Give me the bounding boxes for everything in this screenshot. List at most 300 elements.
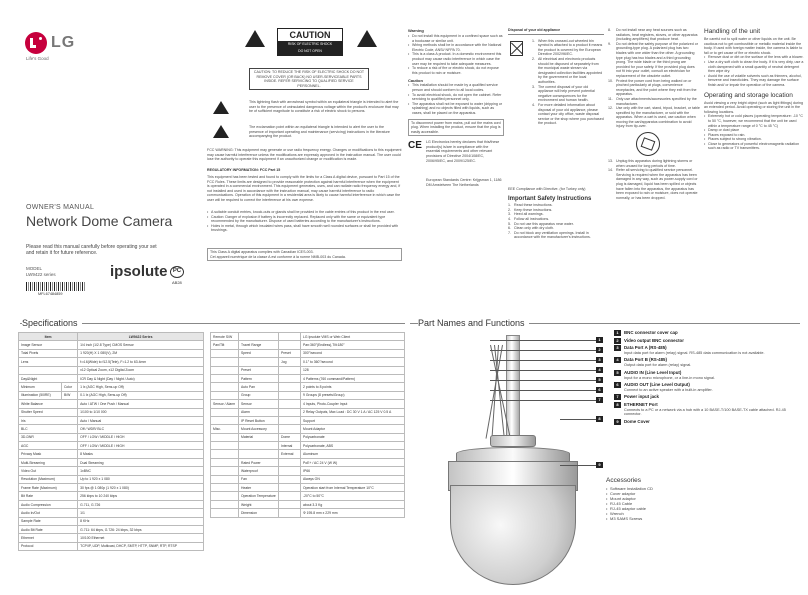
camera-illustration [420, 335, 610, 590]
spec-sublabel [279, 383, 301, 391]
part-number-badge: 5 [614, 370, 621, 376]
spec-label: Mount Accessory [239, 425, 279, 433]
part-name: Data Port A (RS-485) [624, 345, 667, 350]
safety-item: 3. Heed all warnings. [508, 212, 544, 217]
spec-value: 0.1 lx (AGC High, Sens-up Off) [78, 391, 204, 399]
spec-sublabel: Preset [279, 349, 301, 357]
warning-title: Warning [408, 28, 424, 33]
accessories-list [606, 486, 796, 521]
spec-label: Sensor [239, 400, 279, 408]
spec-label: Travel Range [239, 341, 279, 349]
spec-label: Shutter Speed [19, 408, 78, 416]
mount-collar [490, 435, 536, 447]
spec-row [19, 525, 204, 533]
spec-label [239, 450, 279, 458]
spec-row [19, 509, 204, 517]
spec-value: Operation start from Internal Temperature 10°C [301, 484, 405, 492]
spec-group: Misc. [211, 425, 239, 433]
spec-label: Sample Rate [19, 517, 78, 525]
spec-label: Ethernet [19, 534, 78, 542]
spec-value: Polycarbonate, ABS [301, 442, 405, 450]
spec-group: Remote S/W [211, 333, 239, 341]
spec-row [211, 467, 405, 475]
operating-title: Operating and storage location [704, 91, 793, 99]
spec-group [211, 349, 239, 357]
disposal-item: 2. All electrical and electronic products should be disposed of separately from the municipal waste stream via designated collection facilities appointed by the government or the local authorities. [532, 56, 603, 84]
spec-group [211, 408, 239, 416]
spec-label: Image Sensor [19, 341, 78, 349]
spec-row [19, 458, 204, 466]
disposal-item: 4. For more detailed information about disposal of your old appliance, please contact your city office, waste disposal service or the shop where you purchased the product. [532, 102, 604, 126]
handling-intro: Be careful not to spill water or other liquids on the unit. Be cautious not to get combustible or metallic material inside the body. If used with foreign matter inside, the camera is liable to fail or to get cause of fire or electric shock. [704, 37, 803, 55]
spec-label [239, 333, 279, 341]
spec-label: Resolution (Maximum) [19, 475, 78, 483]
spec-row [19, 374, 204, 382]
fcc-bullet: • A suitable conduit entries, knock-outs or glands shall be provided in the cable entries of this product in the end user. [207, 210, 402, 215]
warning-item: • Wiring methods shall be in accordance with the National Electric Code, ANSI/ NFPA 70. [408, 43, 504, 52]
part-number-badge: 2 [614, 338, 621, 344]
part-number-badge: 6 [614, 382, 621, 388]
spec-row [211, 366, 405, 374]
spec-value: ICR Day & Night (Day / Night / Auto) [78, 374, 204, 382]
spec-label: Lens [19, 358, 78, 366]
spec-value: 8 KHz [78, 517, 204, 525]
disposal-item: 3. The correct disposal of your old appliance will help prevent potential negative consequences for the environment and human health. [532, 84, 595, 103]
spec-value: Pan:360°(Endless),Tilt:180° [301, 341, 405, 349]
disposal-item: 1. When this crossed-out wheeled bin symbol is attached to a product it means the product is covered by the European Directive 2002/96/EC. [532, 38, 603, 57]
safety-item: 7. Do not block any ventilation openings. Install in accordance with the manufacturer's instructions. [508, 230, 591, 240]
spec-value: OFF / LOW / MIDDLE / HIGH [78, 442, 204, 450]
spec-value: 128 [301, 366, 405, 374]
spec-sublabel [279, 333, 301, 341]
spec-value: 8 Masks [78, 450, 204, 458]
spec-value: LG Ipsolute VMS or Web Client [301, 333, 405, 341]
spec-row [211, 425, 405, 433]
brand-tagline: Life's Good [26, 56, 49, 61]
spec-label [239, 442, 279, 450]
spec-row [211, 475, 405, 483]
spec-value: x12 Optical Zoom, x12 Digital Zoom [78, 366, 204, 374]
fcc-body: This equipment has been tested and found to comply with the limits for a Class A digital device, pursuant to Part 15 of the FCC Rules. These limits are designed to provide reasonable protection against harmful interference when the equipment is operated in a commercial environment. This equipment generates, uses, and can radiate radio frequency energy and, if not installed and used in accordance with the instruction manual, may cause harmful interference to radio communications. Operation of this equipment in a residential area is likely to cause harmful interference in which case the user will be required to correct the interference at his own expense. [207, 175, 401, 202]
part-name: Data Port B (RS-485) [624, 357, 667, 363]
spec-row [211, 442, 405, 450]
spec-value: about 3.3 Kg [301, 500, 405, 508]
spec-row [211, 416, 405, 424]
handling-item: • Avoid the use of volatile solvents such as thinners, alcohol, benzene and insecticides. They may damage the surface finish and/ or impair the operation of the camera. [704, 74, 804, 88]
caution-item: • To avoid electrical shock, do not open the cabinet. Refer servicing to qualified personnel only. [408, 93, 504, 102]
cable-bundle [480, 345, 510, 445]
spec-sublabel: Color [61, 383, 77, 391]
spec-value: 4 Inputs, Photo-Coupler Input [301, 400, 405, 408]
safety-item: 11. Only use attachments/accessories specified by the manufacturer. [608, 96, 697, 106]
spec-label: Operation Temperature [239, 492, 279, 500]
spec-group [211, 366, 239, 374]
spec-value: 30 fps @ 1 080p (1 920 x 1 080) [78, 484, 204, 492]
spec-label: IP Reset Button [239, 416, 279, 424]
spec-label: Minimum [19, 383, 62, 391]
fcc-bullets [207, 210, 402, 233]
accessory-item: • Cover adaptor [606, 491, 796, 496]
spec-sublabel: Jog [279, 358, 301, 366]
spec-group [211, 467, 239, 475]
spec-value: 1 lx (AGC High, Sens-up Off) [78, 383, 204, 391]
callout-badge: 3 [596, 357, 603, 363]
part-number-badge: 1 [614, 330, 621, 336]
spec-row [211, 400, 405, 408]
spec-value: -20°C to 50°C [301, 492, 405, 500]
spec-label: Audio In/Out [19, 509, 78, 517]
spec-value: 300°/second [301, 349, 405, 357]
handling-item: • Remove dust or dirt on the surface of the lens with a blower. [704, 55, 804, 60]
spec-sublabel [279, 374, 301, 382]
spec-table-left [18, 332, 204, 551]
spec-label: Protocol [19, 542, 78, 550]
spec-row [19, 341, 204, 349]
spec-label: BLC [19, 425, 78, 433]
spec-row [19, 425, 204, 433]
spec-value: Support [301, 416, 405, 424]
spec-value: 4 Patterns (760 command/Pattern) [301, 374, 405, 382]
operating-item: • Places subject to strong vibration. [704, 137, 804, 142]
spec-row [19, 442, 204, 450]
operating-item: • Damp or dust place [704, 128, 804, 133]
barcode-icon [26, 282, 86, 291]
spec-label [239, 358, 279, 366]
part-description: Input data port for alarm (relay) signal. RS-485 data communication is not available. [624, 351, 765, 355]
spec-label: Privacy Mask [19, 450, 78, 458]
spec-value: 1/100 to 1/10 000 [78, 408, 204, 416]
dome-cover [450, 485, 576, 585]
caution-title: CAUTION [289, 30, 331, 40]
safety-title: Important Safety Instructions [508, 196, 592, 203]
safety-list-2 [608, 28, 700, 129]
brand-name: LG [51, 34, 76, 51]
part-name: Dome Cover [624, 418, 650, 424]
part-name: ETHERNET Port [624, 401, 658, 407]
safety-continued-column [608, 28, 700, 200]
spec-sublabel [279, 492, 301, 500]
caution-sub1: RISK OF ELECTRIC SHOCK [278, 41, 342, 48]
spec-group [211, 458, 239, 466]
operating-intro: Avoid viewing a very bright object (such as light fittings) during an extended period. Avoid operating or storing the unit in the following locations. [704, 100, 804, 114]
ce-mark-icon: CE [408, 140, 422, 152]
disconnect-box: To disconnect power from mains, pull out the mains cord plug. When installing the product, ensure that the plug is easily accessible. [408, 119, 504, 137]
spec-value: Polycarbonate [301, 433, 405, 441]
spec-label: Video Out [19, 467, 78, 475]
spec-group [211, 509, 239, 517]
spec-label: White Balance [19, 400, 78, 408]
specs-title: Specifications [22, 318, 82, 328]
spec-label: Speed [239, 349, 279, 357]
part-item [614, 330, 800, 336]
spec-label: Multi-Streaming [19, 458, 78, 466]
spec-group [211, 433, 239, 441]
spec-row [211, 484, 405, 492]
safety-item: 12. Use only with the cart, stand, tripod, bracket, or table specified by the manufacturer, or sold with the apparatus. When a cart is used, use caution when moving the cart/apparatus combination to avoid injury from tip-over. [608, 106, 700, 129]
spec-row [211, 374, 405, 382]
spec-header-item: Item [19, 333, 78, 341]
spec-value: IP66 [301, 467, 405, 475]
spec-group: Pan/Tilt [211, 341, 239, 349]
spec-row [19, 366, 204, 374]
manual-label: OWNER'S MANUAL [26, 204, 95, 211]
callout-badge: 8 [596, 416, 603, 422]
intro-text: Please read this manual carefully before operating your set and retain it for future reference. [26, 244, 157, 257]
spec-group [211, 374, 239, 382]
spec-sublabel [279, 366, 301, 374]
spec-row [211, 450, 405, 458]
caution-badge [277, 28, 343, 56]
pc-cert-icon: РС [170, 266, 184, 278]
spec-sublabel: B/W [61, 391, 77, 399]
safety-item: 6. Clean only with dry cloth. [508, 226, 554, 231]
model-label: MODEL [26, 266, 43, 271]
callout-badge: 4 [596, 367, 603, 373]
accessories-block [606, 477, 796, 521]
accessory-item: • Software Installation CD [606, 486, 796, 491]
part-description: Connect to an active speaker with a built-in amplifier. [624, 387, 713, 392]
part-number-badge: 9 [614, 419, 621, 425]
callout-badge: 7 [596, 397, 603, 403]
part-item [614, 370, 800, 381]
parts-title: Part Names and Functions [418, 318, 529, 328]
part-item [614, 338, 800, 344]
spec-row [19, 383, 204, 391]
spec-value: Φ 195.8 mm x 229 mm [301, 509, 405, 517]
spec-value: 1/4 inch (1/2.8 Type) CMOS Sensor [78, 341, 204, 349]
spec-row [211, 349, 405, 357]
spec-group [211, 484, 239, 492]
spec-label: Waterproof [239, 467, 279, 475]
part-item [614, 402, 800, 418]
spec-row [19, 450, 204, 458]
canada-box [207, 248, 402, 261]
spec-value: Dual Streaming [78, 458, 204, 466]
spec-row [19, 492, 204, 500]
spec-row [211, 341, 405, 349]
spec-row [19, 400, 204, 408]
part-item [614, 419, 800, 425]
operating-item: • Close to generators of powerful electromagnetic radiation such as radio or TV transmitters. [704, 142, 804, 151]
callout-badge: 1 [596, 337, 603, 343]
safety-item: 14. Refer all servicing to qualified service personnel. Servicing is required when the apparatus has been damaged in any way, such as power-supply cord or plug is damaged, liquid has been spilled or objects have fallen into the apparatus, the apparatus has been exposed to rain or moisture, does not operate normally, or has been dropped. [608, 168, 698, 200]
spec-value: G.711: 64 kbps, G.726: 24 kbps, 32 kbps [78, 525, 204, 533]
spec-table-right [210, 332, 405, 518]
lightning-icon [213, 101, 229, 114]
spec-sublabel: Dome [279, 433, 301, 441]
spec-sublabel [279, 391, 301, 399]
safety-item: 2. Keep these instructions. [508, 207, 553, 212]
ce-contact: European Standards Centre: Krijgsman 1, 1186 DM Amstelveen The Netherlands [426, 178, 502, 187]
spec-row [211, 333, 405, 341]
spec-value: 1/1 [78, 509, 204, 517]
part-name: BNC connector cover cap [624, 330, 678, 335]
warning-item: • To reduce a risk of fire or electric shock, do not expose this product to rain or moisture. [408, 66, 504, 75]
spec-value: 9 Groups (8 presets/Group) [301, 391, 405, 399]
safety-item: 4. Follow all instructions. [508, 216, 550, 221]
part-item [614, 345, 800, 356]
spec-row [211, 383, 405, 391]
safety-item: 5. Do not use this apparatus near water. [508, 221, 574, 226]
exclamation-icon [213, 125, 229, 138]
spec-label: Audio Bit Rate [19, 525, 78, 533]
spec-value: 2 Relay Outputs, Max Load : DC 30 V 1 A / AC 125 V 0.5 A [301, 408, 405, 416]
spec-label: Group [239, 391, 279, 399]
callout-badge: 6 [596, 387, 603, 393]
ipsolute-logo [110, 263, 168, 280]
spec-sublabel [279, 509, 301, 517]
spec-label: Preset [239, 366, 279, 374]
spec-label: Fan [239, 475, 279, 483]
spec-label: AGC [19, 442, 78, 450]
warning-triangle-icon [245, 30, 265, 47]
spec-group [211, 416, 239, 424]
handling-item: • Use a dry soft cloth to clean the body. If it is very dirty, use a cloth dampened with a small quantity of neutral detergent then wipe dry. [704, 60, 804, 74]
lightning-text: This lightning flash with arrowhead symbol within an equilateral triangle is intended to alert the user to the presence of uninsulated dangerous voltage within the product's enclosure that may be of sufficient magnitude to constitute a risk of electric shock to persons. [249, 100, 399, 114]
spec-group [211, 391, 239, 399]
spec-header-series: LW9422 Series [78, 333, 204, 341]
caution-item: • This installation should be made by a qualified service person and should conform to all local codes. [408, 83, 504, 92]
part-name: AUDIO OUT (Line Level Output) [624, 381, 690, 387]
spec-value: 1xBNC [78, 467, 204, 475]
warning-triangle-icon-right [357, 30, 377, 47]
canada-en: This Class A digital apparatus complies with Canadian ICES-003. [210, 250, 314, 254]
caution-item: • The apparatus shall not be exposed to water (dripping or splashing) and no objects filled with liquids, such as vases, shall be placed on the apparatus. [408, 102, 504, 116]
part-name: AUDIO IN (Line Level Input) [624, 369, 682, 375]
caution-list [408, 83, 504, 115]
safety-item: 8. Do not install near any heat sources such as radiators, heat registers, stoves, or other apparatus (including amplifiers) that produce heat. [608, 28, 698, 42]
spec-row [19, 517, 204, 525]
spec-label [19, 366, 78, 374]
spec-value: PoE+ / AC 24 V (W W) [301, 458, 405, 466]
spec-label: Audio Compression [19, 500, 78, 508]
part-number-badge: 3 [614, 345, 621, 351]
spec-label: Bit Rate [19, 492, 78, 500]
spec-row [211, 408, 405, 416]
spec-value: TCP/IP, UDP, Multicast, DHCP, SMTP, HTTP, SNMP, RTP, RTSP [78, 542, 204, 550]
spec-row [19, 475, 204, 483]
spec-value: Always ON [301, 475, 405, 483]
spec-group [211, 475, 239, 483]
part-number-badge: 4 [614, 357, 621, 363]
spec-value: f=4.6(Wide) to f12.5(Tele), F=1.2 to 63.4mm [78, 358, 204, 366]
spec-value: 1 920(H) X 1 080(V), 2M [78, 349, 204, 357]
operating-list [704, 114, 804, 151]
handling-column [704, 28, 804, 151]
parts-list [614, 330, 800, 426]
spec-sublabel [279, 425, 301, 433]
part-description: Input for a mono microphone, or a line-in mono signal. [624, 375, 715, 380]
spec-group [211, 500, 239, 508]
spec-label: Frame Rate (Maximum) [19, 484, 78, 492]
fcc-heading: REGULATORY INFORMATION: FCC Part 15 [207, 168, 281, 172]
handling-list [704, 55, 804, 87]
fcc-bullet: • Holes in metal, through which insulated wires pass, shall have smooth well rounded surfaces or shall be provided with brushings. [207, 224, 402, 233]
spec-row [19, 542, 204, 550]
caution-sub2: DO NOT OPEN [278, 48, 342, 55]
cert-code: AB28 [172, 280, 182, 285]
caution-box: CAUTION: TO REDUCE THE RISK OF ELECTRIC SHOCK DO NOT REMOVE COVER (OR BACK) NO USER-SERVICEABLE PARTS INSIDE. REFER SERVICING TO QUALIFIED SERVICE PERSONNEL. [249, 68, 369, 90]
spec-row [211, 492, 405, 500]
spec-sublabel [279, 341, 301, 349]
spec-sublabel [279, 400, 301, 408]
spec-row [19, 467, 204, 475]
ce-text: LG Electronics hereby declares that this/these product(s) is/are in compliance with the essential requirements and other relevant provisions of Directive 2004/108/EC, 2006/95/EC, and 2009/125/EC. [426, 140, 500, 163]
part-number-badge: 7 [614, 394, 621, 400]
spec-sublabel [279, 484, 301, 492]
spec-sublabel [279, 458, 301, 466]
callout-badge: 5 [596, 377, 603, 383]
part-description: Connects to a PC or a network via a hub with a 10 BASE-T/100 BASE-TX cable attached. RJ-45 connector. [624, 407, 786, 417]
part-item [614, 382, 800, 393]
exclamation-text: The exclamation point within an equilateral triangle is intended to alert the user to the presence of important operating and maintenance (servicing) instructions in the literature accompanying the product. [249, 125, 390, 139]
spec-value: 2 points to 8 points [301, 383, 405, 391]
spec-label: Iris [19, 416, 78, 424]
spec-sublabel [279, 475, 301, 483]
spec-label: Weight [239, 500, 279, 508]
spec-sublabel [279, 416, 301, 424]
cover-panel [0, 0, 200, 312]
accessory-item: • RJ-45 Cable [606, 501, 796, 506]
spec-row [211, 509, 405, 517]
safety-item: 13. Unplug this apparatus during lightning storms or when unused for long periods of time. [608, 159, 693, 168]
warning-item: • Do not install this equipment in a confined space such as a bookcase or similar unit. [408, 34, 504, 43]
spec-sublabel: External [279, 450, 301, 458]
spec-value: OFF / LOW / MIDDLE / HIGH [78, 433, 204, 441]
safety-list [508, 203, 604, 240]
disposal-list [532, 39, 604, 126]
disposal-column [508, 28, 604, 240]
spec-group [211, 442, 239, 450]
part-number-badge: 8 [614, 402, 621, 408]
spec-sublabel: Internal [279, 442, 301, 450]
disposal-title: Disposal of your old appliance [508, 28, 604, 35]
callout-badge: 9 [596, 462, 603, 468]
spec-sublabel [279, 500, 301, 508]
spec-sublabel [279, 408, 301, 416]
spec-row [19, 500, 204, 508]
model-number: LW9422 series [26, 272, 56, 277]
accessory-item: • M3 SAMS Screws [606, 516, 796, 521]
spec-value: 10/100 Ethernet [78, 534, 204, 542]
part-name: Power input jack [624, 394, 659, 400]
safety-item: 1. Read these instructions. [508, 203, 553, 208]
spec-label: Heater [239, 484, 279, 492]
spec-group [211, 450, 239, 458]
spec-row [211, 458, 405, 466]
operating-item: • Extremely hot or cold places (operating temperature: -10 °C to 50 °C, however, we recommend that the unit be used within a temperature range of 0 °C to 45 °C) [704, 114, 804, 128]
spec-value: Auto / Manual [78, 416, 204, 424]
spec-group [211, 383, 239, 391]
spec-row [19, 416, 204, 424]
wheeled-bin-icon [510, 41, 523, 56]
spec-value: Up to 1 920 x 1 080 [78, 475, 204, 483]
spec-row [19, 408, 204, 416]
part-item [614, 394, 800, 400]
spec-row [19, 358, 204, 366]
spec-label: 3D-DNR [19, 433, 78, 441]
spec-label: Auto Pan [239, 383, 279, 391]
safety-item: 9. Do not defeat the safety purpose of the polarized or grounding-type plug. A polarized plug has two blades with one wider than the other. A grounding type plug has two blades and a third grounding prong. The wide blade or the third prong are provided for your safety. If the provided plug does not fit into your outlet, consult an electrician for replacement of the obsolete outlet. [608, 41, 698, 78]
operating-item: • Places exposed to rain. [704, 133, 804, 138]
spec-group [211, 492, 239, 500]
spec-row [19, 349, 204, 357]
part-item [614, 357, 800, 368]
spec-value: 256 kbps to 10 240 kbps [78, 492, 204, 500]
spec-row [19, 534, 204, 542]
spec-group [211, 358, 239, 366]
spec-label: Alarm [239, 408, 279, 416]
